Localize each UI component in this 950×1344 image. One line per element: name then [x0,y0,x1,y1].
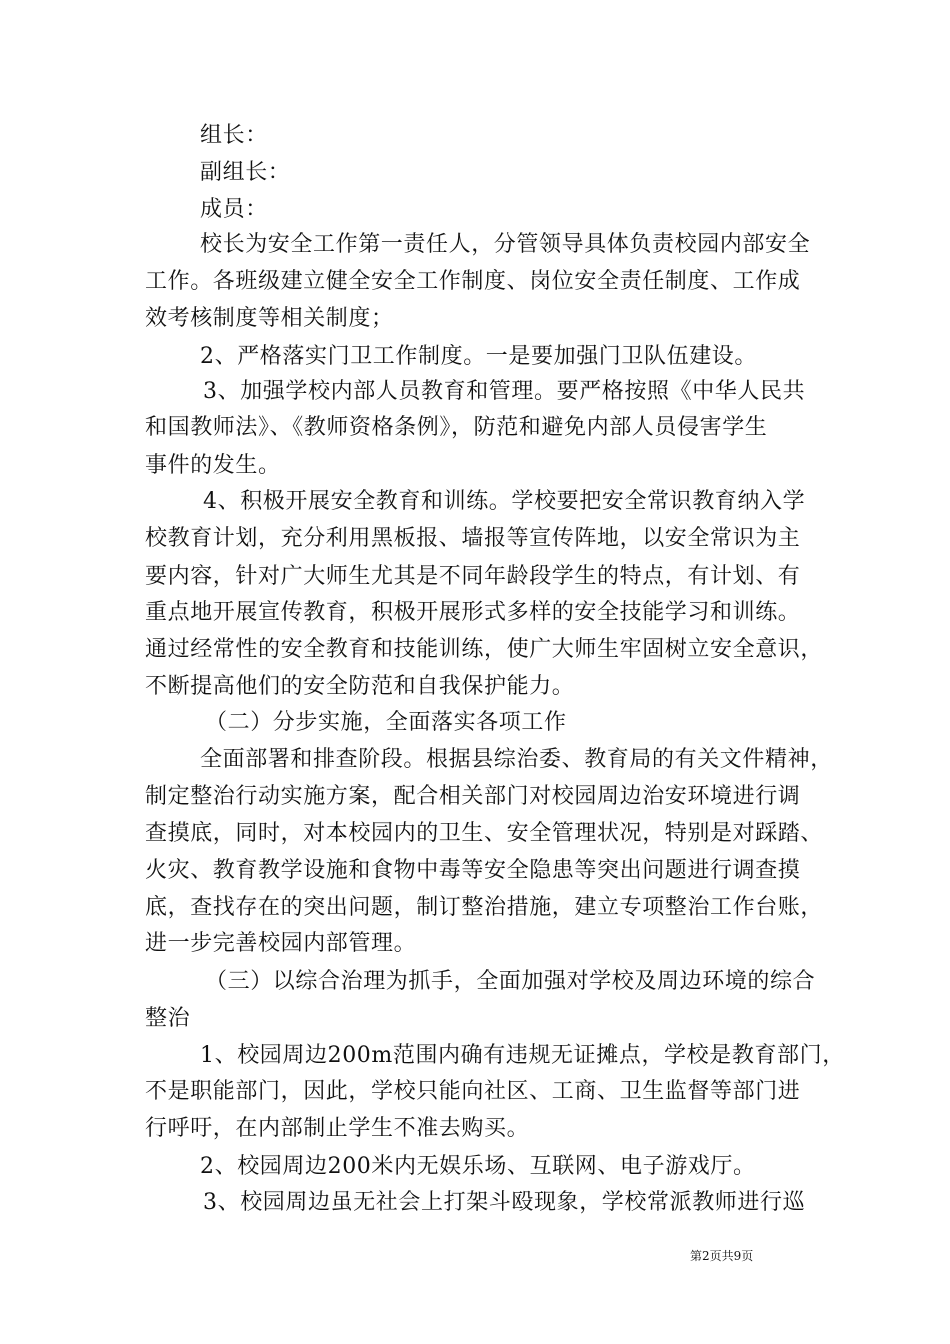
text-line: 1、校园周边200m范围内确有违规无证摊点，学校是教育部门， [200,1043,845,1068]
text-line: 通过经常性的安全教育和技能训练，使广大师生牢固树立安全意识， [145,637,824,662]
text-line: 进一步完善校园内部管理。 [145,931,417,956]
text-line: 工作。各班级建立健全安全工作制度、岗位安全责任制度、工作成 [145,269,801,294]
text-line: 校教育计划，充分利用黑板报、墙报等宣传阵地，以安全常识为主 [145,526,801,551]
text-line: 成员： [200,197,268,222]
text-line: 2、严格落实门卫工作制度。一是要加强门卫队伍建设。 [200,344,757,369]
text-line: 查摸底，同时，对本校园内的卫生、安全管理状况，特别是对踩踏、 [145,821,824,846]
text-line: 组长： [200,123,268,148]
text-line: 火灾、教育教学设施和食物中毒等安全隐患等突出问题进行调查摸 [145,858,801,883]
text-line: 3、校园周边虽无社会上打架斗殴现象，学校常派教师进行巡 [203,1190,806,1215]
text-line: 行呼吁，在内部制止学生不准去购买。 [145,1116,530,1141]
text-line: 事件的发生。 [145,453,281,478]
text-line: 和国教师法》、《教师资格条例》，防范和避免内部人员侵害学生 [145,415,768,440]
text-line: 校长为安全工作第一责任人，分管领导具体负责校园内部安全 [200,232,811,257]
text-line: 全面部署和排查阶段。根据县综治委、教育局的有关文件精神， [200,747,833,772]
text-line: 底，查找存在的突出问题，制订整治措施，建立专项整治工作台账， [145,895,824,920]
text-line: 要内容，针对广大师生尤其是不同年龄段学生的特点，有计划、有 [145,564,801,589]
text-line: 不断提高他们的安全防范和自我保护能力。 [145,674,575,699]
text-line: 2、校园周边200米内无娱乐场、互联网、电子游戏厅。 [200,1154,756,1179]
text-line: 不是职能部门，因此，学校只能向社区、工商、卫生监督等部门进 [145,1079,801,1104]
text-line: 副组长： [200,160,291,185]
text-line: 3、加强学校内部人员教育和管理。要严格按照《中华人民共 [203,379,806,404]
page-number: 第2页共9页 [690,1249,754,1263]
text-line: 效考核制度等相关制度； [145,306,394,331]
text-line: 重点地开展宣传教育，积极开展形式多样的安全技能学习和训练。 [145,600,801,625]
text-line: 4、积极开展安全教育和训练。学校要把安全常识教育纳入学 [203,489,806,514]
section-heading: （三）以综合治理为抓手，全面加强对学校及周边环境的综合 [205,969,816,994]
section-heading: （二）分步实施，全面落实各项工作 [205,710,567,735]
text-line: 制定整治行动实施方案，配合相关部门对校园周边治安环境进行调 [145,784,801,809]
section-heading: 整治 [145,1006,191,1031]
